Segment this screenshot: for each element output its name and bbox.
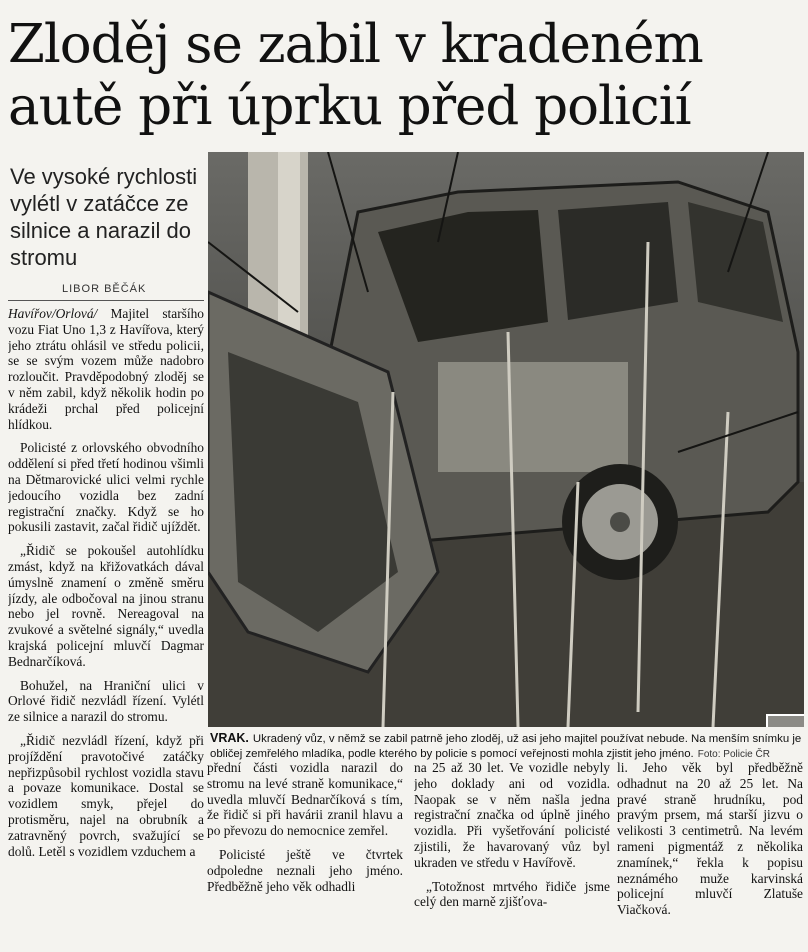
headline-line-1: Zloděj se zabil v kradeném: [8, 14, 703, 75]
byline: LIBOR BĚČÁK: [62, 283, 147, 295]
headline: [8, 14, 800, 138]
caption-lead: VRAK.: [210, 731, 249, 745]
article-column-3: [414, 760, 610, 950]
article-paragraph: přední části vozidla narazil do stromu na levé straně komunikace,“ uvedla mluvčí Bednarčíková s tím, že řidič si při havárii zranil hlavu a po převozu do nemocnice zemřel.: [207, 760, 403, 839]
article-paragraph: [8, 306, 204, 432]
wrecked-car-illustration: [208, 152, 804, 727]
article-column-2: [207, 760, 403, 950]
face-illustration: [768, 716, 804, 727]
byline-divider: [8, 300, 204, 301]
photo-caption: [210, 731, 802, 762]
subheadline: Ve vysoké rychlosti vylétl v zatáčce ze silnice a narazil do stromu: [10, 164, 198, 270]
article-paragraph: „Totožnost mrtvého řidiče jsme celý den marně zjišťova-: [414, 878, 610, 910]
article-paragraph: Policisté z orlovského obvodního oddělení si před třetí hodinou všimli na Dětmarovické ulici velmi rychle jedoucího vozidla bez zadní registrační značky. Když se ho pokusili zastavit, začal řidič ujíždět.: [8, 440, 204, 535]
article-column-1: [8, 306, 204, 946]
article-paragraph: „Řidič se pokoušel autohlídku zmást, když na křižovatkách dával úmyslně znamení o změně směru jízdy, ale odbočoval na jinou stranu nebo jel rovně. Nereagoval na zvukové a světelné signály,“ uvedla krajská policejní mluvčí Dagmar Bednarčíková.: [8, 543, 204, 669]
dateline: Havířov/Orlová/: [8, 306, 98, 321]
article-column-4: [617, 760, 803, 950]
article-paragraph: na 25 až 30 let. Ve vozidle nebyly jeho doklady ani od vozidla. Naopak se v něm našla jedna registrační značka od úplně jiného vozidla. Při vyšetřování policisté zjistili, že havarovaný vůz byl ukraden ve středu v Havířově.: [414, 760, 610, 870]
article-paragraph: Bohužel, na Hraniční ulici v Orlové řidič nezvládl řízení. Vylétl ze silnice a narazil do stromu.: [8, 677, 204, 725]
article-paragraph: li. Jeho věk byl předběžně odhadnut na 20 až 25 let. Na pravé straně hrudníku, pod pravým prsem, má starší jizvu o velikosti 3 centimetrů. Na levém rameni pigmentáž z několika znamínek,“ řekla k popisu neznámého muže karvinská policejní mluvčí Zlatuše Viačková.: [617, 760, 803, 918]
article-paragraph: Policisté ještě ve čtvrtek odpoledne neznali jeho jméno. Předběžně jeho věk odhadli: [207, 846, 403, 894]
photo-credit: Foto: Policie ČR: [697, 749, 770, 760]
victim-face-photo: [766, 714, 804, 727]
headline-line-2: autě při úprku před policií: [8, 76, 691, 137]
caption-text: Ukradený vůz, v němž se zabil patrně jeho zloděj, už asi jeho majitel používat nebude. Na menším snímku je obličej zemřelého mladíka, podle kterého by policie s pomocí veřejnosti mohla zjistit jeho jméno.: [210, 733, 802, 760]
wrecked-car-photo: [208, 152, 804, 727]
article-paragraph: „Řidič nezvládl řízení, když při projíždění pravotočivé zatáčky nepřizpůsobil rychlost vozidla stavu a povaze komunikace. Dostal se vozidlem smyk, přejel do protisměru, najel na obrubník a zatravněný povrch, svažující se dolů. Letěl s vozidlem vzduchem a: [8, 732, 204, 859]
paragraph-text: Majitel staršího vozu Fiat Uno 1,3 z Havířova, který jeho ztrátu ohlásil ve středu policii, se se svým vozem může nadobro rozloučit. Pravděpodobný zloděj se v něm zabil, když několik hodin po krádeži prchal před policejní hlídkou.: [8, 306, 204, 432]
